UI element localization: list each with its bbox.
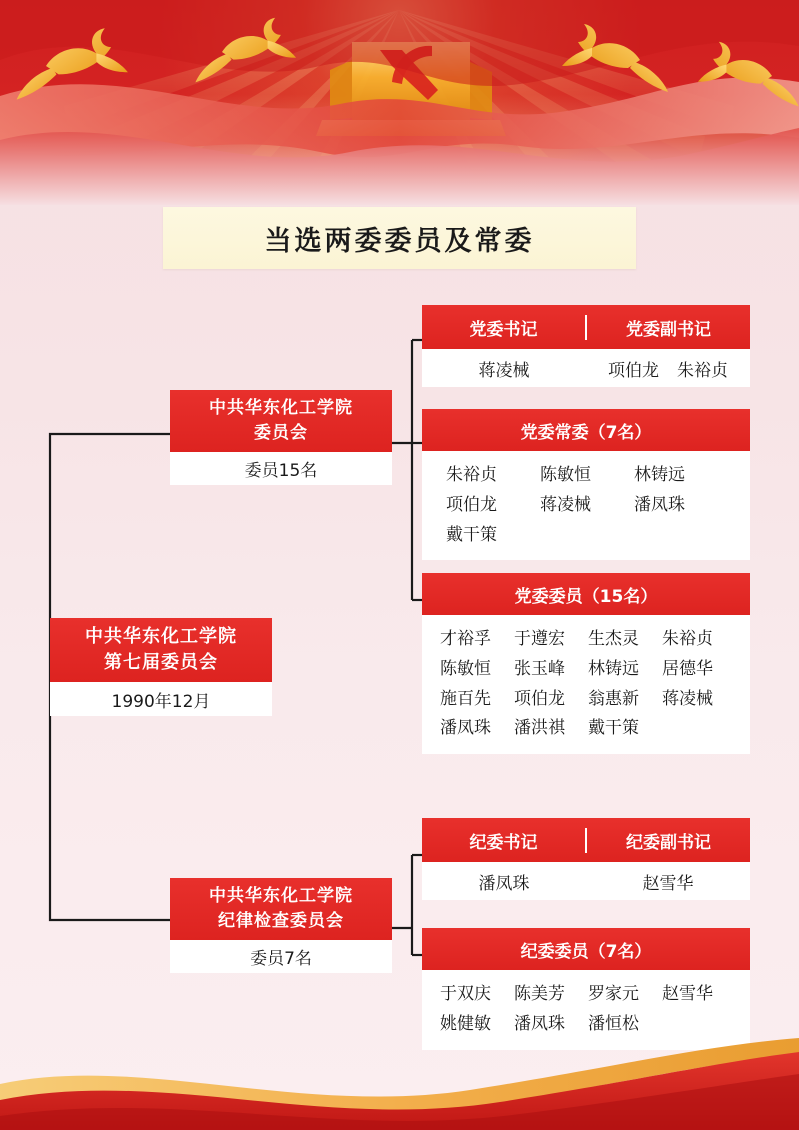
- member-name: 才裕孚: [440, 629, 491, 649]
- member-name: 于遵宏: [514, 629, 565, 649]
- member-name: 潘凤珠: [634, 494, 685, 515]
- discipline-committee-header: [170, 878, 392, 940]
- discipline-secretary-header: [422, 818, 750, 862]
- discipline-secretary-header-left: 纪委书记: [422, 828, 587, 853]
- party-secretary-header-right: 党委副书记: [626, 319, 711, 340]
- discipline-committee-node: [170, 878, 392, 973]
- party-members-names: [440, 625, 736, 744]
- party-members-header: 党委委员（15名）: [422, 573, 750, 615]
- member-name: 赵雪华: [662, 984, 713, 1004]
- party-committee-header: [170, 390, 392, 452]
- discipline-committee-title-line2: 纪律检查委员会: [218, 911, 344, 931]
- member-name: 姚健敏: [440, 1013, 491, 1034]
- member-name: 项伯龙: [446, 494, 497, 515]
- member-name: 陈美芳: [514, 984, 565, 1004]
- member-name: 居德华: [662, 658, 713, 679]
- root-title-line1: 中共华东化工学院: [85, 625, 237, 647]
- party-secretary-header-left: 党委书记: [422, 315, 587, 340]
- party-members-body: [422, 615, 750, 754]
- member-name: 蒋凌械: [540, 494, 591, 515]
- party-deputy-secretary-name-2: 朱裕贞: [677, 360, 728, 381]
- party-deputy-secretary-name-1: 项伯龙: [608, 360, 659, 381]
- party-secretary-block: [422, 305, 750, 387]
- member-name: 陈敏恒: [540, 465, 591, 485]
- party-secretary-body: [422, 349, 750, 387]
- member-name: 罗家元: [588, 984, 639, 1004]
- member-name: 张玉峰: [514, 658, 565, 679]
- member-name: 林铸远: [588, 658, 639, 679]
- party-members-block: [422, 573, 750, 754]
- party-committee-count: 委员15名: [170, 452, 392, 485]
- party-committee-title-line2: 委员会: [254, 423, 308, 443]
- root-node-header: [50, 618, 272, 682]
- member-name: 潘凤珠: [440, 718, 491, 739]
- member-name: 戴干策: [446, 524, 497, 545]
- page-title: 当选两委委员及常委: [264, 225, 535, 257]
- party-committee-node: [170, 390, 392, 485]
- member-name: 林铸远: [634, 465, 685, 485]
- party-standing-block: [422, 409, 750, 560]
- bottom-ribbon: [0, 1020, 799, 1130]
- member-name: 施百先: [440, 688, 491, 709]
- party-deputy-secretary-names: [586, 356, 750, 381]
- party-standing-names: [446, 461, 730, 550]
- member-name: 翁惠新: [588, 688, 639, 709]
- member-name: 朱裕贞: [662, 629, 713, 649]
- member-name: 戴干策: [588, 718, 639, 739]
- discipline-committee-count: 委员7名: [170, 940, 392, 973]
- member-name: 生杰灵: [588, 629, 639, 649]
- discipline-committee-title-line1: 中共华东化工学院: [209, 886, 353, 907]
- party-standing-header: 党委常委（7名）: [422, 409, 750, 451]
- root-title-line2: 第七届委员会: [104, 652, 218, 673]
- discipline-secretary-body: [422, 862, 750, 900]
- member-name: 项伯龙: [514, 688, 565, 709]
- party-committee-title-line1: 中共华东化工学院: [209, 398, 353, 419]
- member-name: 于双庆: [440, 984, 491, 1004]
- root-node-date: 1990年12月: [50, 682, 272, 716]
- member-name: 潘凤珠: [514, 1013, 565, 1034]
- discipline-secretary-name: 潘凤珠: [478, 873, 530, 894]
- discipline-secretary-header-right: 纪委副书记: [626, 832, 711, 853]
- discipline-members-header: 纪委委员（7名）: [422, 928, 750, 970]
- member-name: 潘洪祺: [514, 718, 565, 739]
- member-name: 朱裕贞: [446, 465, 497, 485]
- root-node: [50, 618, 272, 716]
- discipline-deputy-secretary-name: 赵雪华: [642, 873, 694, 894]
- party-standing-body: [422, 451, 750, 560]
- member-name: 陈敏恒: [440, 658, 491, 679]
- party-secretary-header: [422, 305, 750, 349]
- member-name: 潘恒松: [588, 1013, 639, 1034]
- party-secretary-name: 蒋凌械: [478, 360, 530, 381]
- member-name: 蒋凌械: [662, 688, 713, 709]
- bottom-ribbon-art: [0, 1020, 799, 1130]
- discipline-secretary-block: [422, 818, 750, 900]
